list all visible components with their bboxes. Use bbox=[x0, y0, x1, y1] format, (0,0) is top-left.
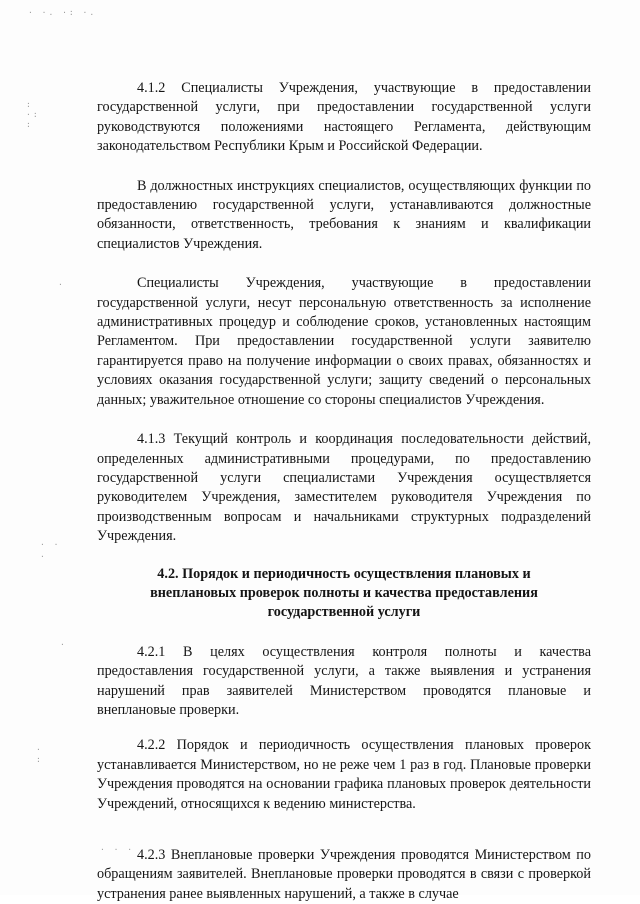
scan-noise: · · · bbox=[100, 845, 135, 854]
scan-noise: : ·: : bbox=[26, 100, 40, 129]
paragraph-4-2-2: 4.2.2 Порядок и периодичность осуществления плановых проверок устанавливается Министерством, но не реже чем 1 раз в год. Плановые проверки Учреждения проводятся на основании графика плановых проверок деятельности Учреждений, относящихся к ведению министерства. bbox=[97, 737, 591, 812]
document-body bbox=[97, 79, 591, 904]
scan-noise: · ·. ·: ·. bbox=[28, 8, 97, 17]
section-heading-4-2 bbox=[97, 565, 591, 623]
scan-noise: · : bbox=[36, 745, 43, 764]
paragraph-4-2-1: 4.2.1 В целях осуществления контроля полноты и качества предоставления государственной услуги, а также выявления и устранения нарушений прав заявителей Министерством проводятся плановые и внеплановые проверки. bbox=[97, 643, 591, 718]
paragraph-4-1-2: 4.1.2 Специалисты Учреждения, участвующие в предоставлении государственной услуги, при предоставлении государственной услуги руководствуются положениями настоящего Регламента, действующим законодательством Республики Крым и Российской Федерации. bbox=[97, 80, 591, 155]
scan-noise: · · . bbox=[40, 540, 61, 559]
heading-line: внеплановых проверок полноты и качества предоставления bbox=[150, 584, 538, 601]
paragraph-4-2-3: 4.2.3 Внеплановые проверки Учреждения проводятся Министерством по обращениям заявителей. Внеплановые проверки проводятся в связи с проверкой устранения ранее выявленных нарушений, а также в случае bbox=[97, 847, 591, 902]
paragraph-specialists-responsibility: Специалисты Учреждения, участвующие в предоставлении государственной услуги, несут персональную ответственность за исполнение административных процедур и соблюдение сроков, установленных настоящим Регламентом. При предоставлении государственной услуги заявителю гарантируется право на получение информации о своих правах, обязанностях и условиях оказания государственной услуги; защиту сведений о персональных данных; уважительное отношение со стороны специалистов Учреждения. bbox=[97, 275, 591, 408]
paragraph-4-1-3: 4.1.3 Текущий контроль и координация последовательности действий, определенных административными процедурами, по предоставлению государственной услуги специалистами Учреждения осуществляется руководителем Учреждения, заместителем руководителя Учреждения по производственным вопросам и начальниками структурных подразделений Учреждения. bbox=[97, 431, 591, 545]
scan-noise: · bbox=[60, 640, 67, 649]
heading-line: государственной услуги bbox=[267, 604, 421, 621]
heading-line: 4.2. Порядок и периодичность осуществления плановых и bbox=[157, 565, 531, 582]
scan-noise: · bbox=[58, 280, 65, 289]
paragraph-job-instructions: В должностных инструкциях специалистов, осуществляющих функции по предоставлению государственной услуги, устанавливаются должностные обязанности, ответственность, требования к знаниям и квалификации специалистов Учреждения. bbox=[97, 177, 591, 252]
